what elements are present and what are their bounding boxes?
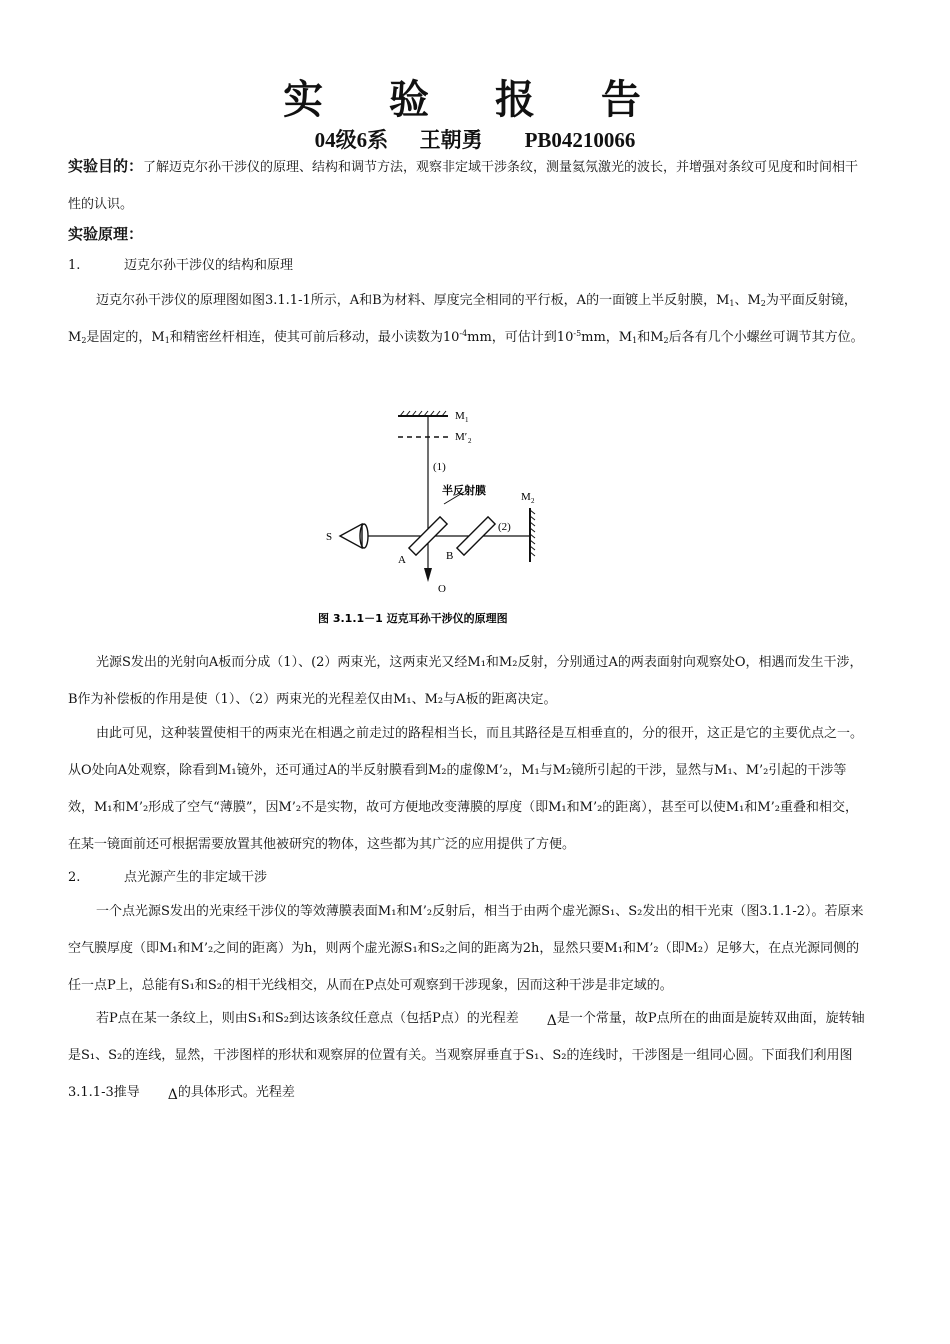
virtual-mirror-m2 (398, 431, 472, 445)
purpose-paragraph (68, 148, 868, 223)
mirror-m1 (398, 410, 469, 424)
principle-heading (68, 222, 868, 248)
purpose-text: 了解迈克尔孙干涉仪的原理、结构和调节方法，观察非定域干涉条纹，测量氦氖激光的波长，并增强对条纹可见度和时间相干性的认识。 (68, 160, 859, 212)
label-m2: M (521, 491, 531, 503)
label-b: B (446, 550, 454, 562)
p1-text-c: 为平面反射镜，M (68, 293, 857, 345)
p1-text-f: mm，可估计到10 (467, 330, 574, 345)
p1-text-b: 、M (734, 293, 761, 308)
label-m2p-sub: 2 (468, 437, 472, 445)
michelson-diagram (318, 400, 558, 636)
label-m1-sub: 1 (465, 416, 469, 424)
paragraph-point-source: 一个点光源S发出的光束经干涉仪的等效薄膜表面M₁和M’₂反射后，相当于由两个虚光源S₁、S₂发出的相干光束（图3.1.1-2）。若原来空气膜厚度（即M₁和M’₂之间的距离）为h，则两个虚光源S₁和S₂之间的距离为2h，显然只要M₁和M’₂（即M₂）足够大，在点光源同侧的任一点P上，总能有S₁和S₂的相干光线相交，从而在P点处可观察到干涉现象，因而这种干涉是非定域的。 (68, 904, 864, 993)
section-2-heading (68, 866, 868, 890)
label-m2-prime: M′ (455, 431, 468, 443)
sub-1: 1 (632, 336, 638, 345)
p5-text-b: 是一个常量，故P点所在的曲面是旋转双曲面，旋转轴是S₁、S₂的连线，显然，干涉图样的形状和观察屏的位置有关。当观察屏垂直于S₁、S₂的连线时，干涉图是一组同心圆。下面我们利用图3.1.1-3推导 (68, 1011, 865, 1100)
delta-symbol: Δ (167, 1087, 178, 1103)
paragraph-advantages: 由此可见，这种装置使相干的两束光在相遇之前走过的路程相当长，而且其路径是互相垂直的，分的很开，这正是它的主要优点之一。从O处向A处观察，除看到M₁镜外，还可通过A的半反射膜看到M₂的虚像M’₂，M₁与M₂镜所引起的干涉，显然与M₁、M’₂引起的干涉等效，M₁和M’₂形成了空气“薄膜”，因M’₂不是实物，故可方便地改变薄膜的厚度（即M₁和M’₂的距离），甚至可以使M₁和M’₂重叠和相交，在某一镜面前还可根据需要放置其他被研究的物体，这些都为其广泛的应用提供了方便。 (68, 726, 864, 852)
label-m2-sub: 2 (531, 497, 535, 505)
label-s: S (326, 531, 333, 543)
p1-text-i: 后各有几个小螺丝可调节其方位。 (668, 330, 864, 345)
section-2-number: 2. (68, 870, 81, 885)
paragraph-beam-split: 光源S发出的光射向A板而分成（1）、(2）两束光，这两束光又经M₁和M₂反射，分别通过A的两表面射向观察处O，相遇而发生干涉，B作为补偿板的作用是使（1）、（2）两束光的光程差仅由M₁、M₂与A板的距离决定。 (68, 655, 863, 707)
label-a: A (398, 554, 406, 566)
section-1-number: 1. (68, 258, 81, 273)
author-line: 04级6系 王朝勇 PB04210066 (314, 128, 636, 152)
paragraph-path-difference (68, 1000, 868, 1111)
mirror-m2 (521, 491, 535, 562)
figure-caption: 图 3.1.1－1 迈克耳孙干涉仪的原理图 (318, 612, 508, 625)
label-beam-2: (2) (498, 521, 511, 533)
exponent-1: -4 (459, 329, 468, 338)
page-title: 实 验 报 告 (283, 77, 667, 123)
sub-1: 1 (164, 336, 170, 345)
sub-2: 2 (81, 336, 87, 345)
exponent-2: -5 (573, 329, 582, 338)
principle-label: 实验原理： (68, 225, 144, 243)
p1-text-a: 迈克尔孙干涉仪的原理图如图3.1.1-1所示，A和B为材料、厚度完全相同的平行板，A的一面镀上半反射膜，M (96, 293, 730, 308)
p5-text-c: 的具体形式。光程差 (177, 1085, 295, 1100)
p1-text-h: 和M (637, 330, 664, 345)
label-o: O (438, 583, 446, 595)
p5-text-a: 若P点在某一条纹上，则由S₁和S₂到达该条纹任意点（包括P点）的光程差 (96, 1011, 519, 1026)
sub-1: 1 (729, 299, 735, 308)
label-film: 半反射膜 (442, 484, 486, 497)
light-source (326, 524, 368, 548)
sub-2: 2 (760, 299, 766, 308)
sub-2: 2 (663, 336, 669, 345)
p1-text-d: 是固定的，M (86, 330, 165, 345)
p1-text-g: mm，M (581, 330, 633, 345)
output-arrow (424, 568, 432, 582)
delta-symbol: Δ (546, 1013, 557, 1029)
section-2-title: 点光源产生的非定域干涉 (124, 870, 268, 885)
section-1-heading (68, 254, 868, 278)
label-m1: M (455, 410, 465, 422)
purpose-label: 实验目的： (68, 157, 144, 175)
label-beam-1: (1) (433, 461, 446, 473)
paragraph-structure (68, 282, 868, 356)
section-1-title: 迈克尔孙干涉仪的结构和原理 (124, 258, 294, 273)
p1-text-e: 和精密丝杆相连，使其可前后移动，最小读数为10 (169, 330, 460, 345)
